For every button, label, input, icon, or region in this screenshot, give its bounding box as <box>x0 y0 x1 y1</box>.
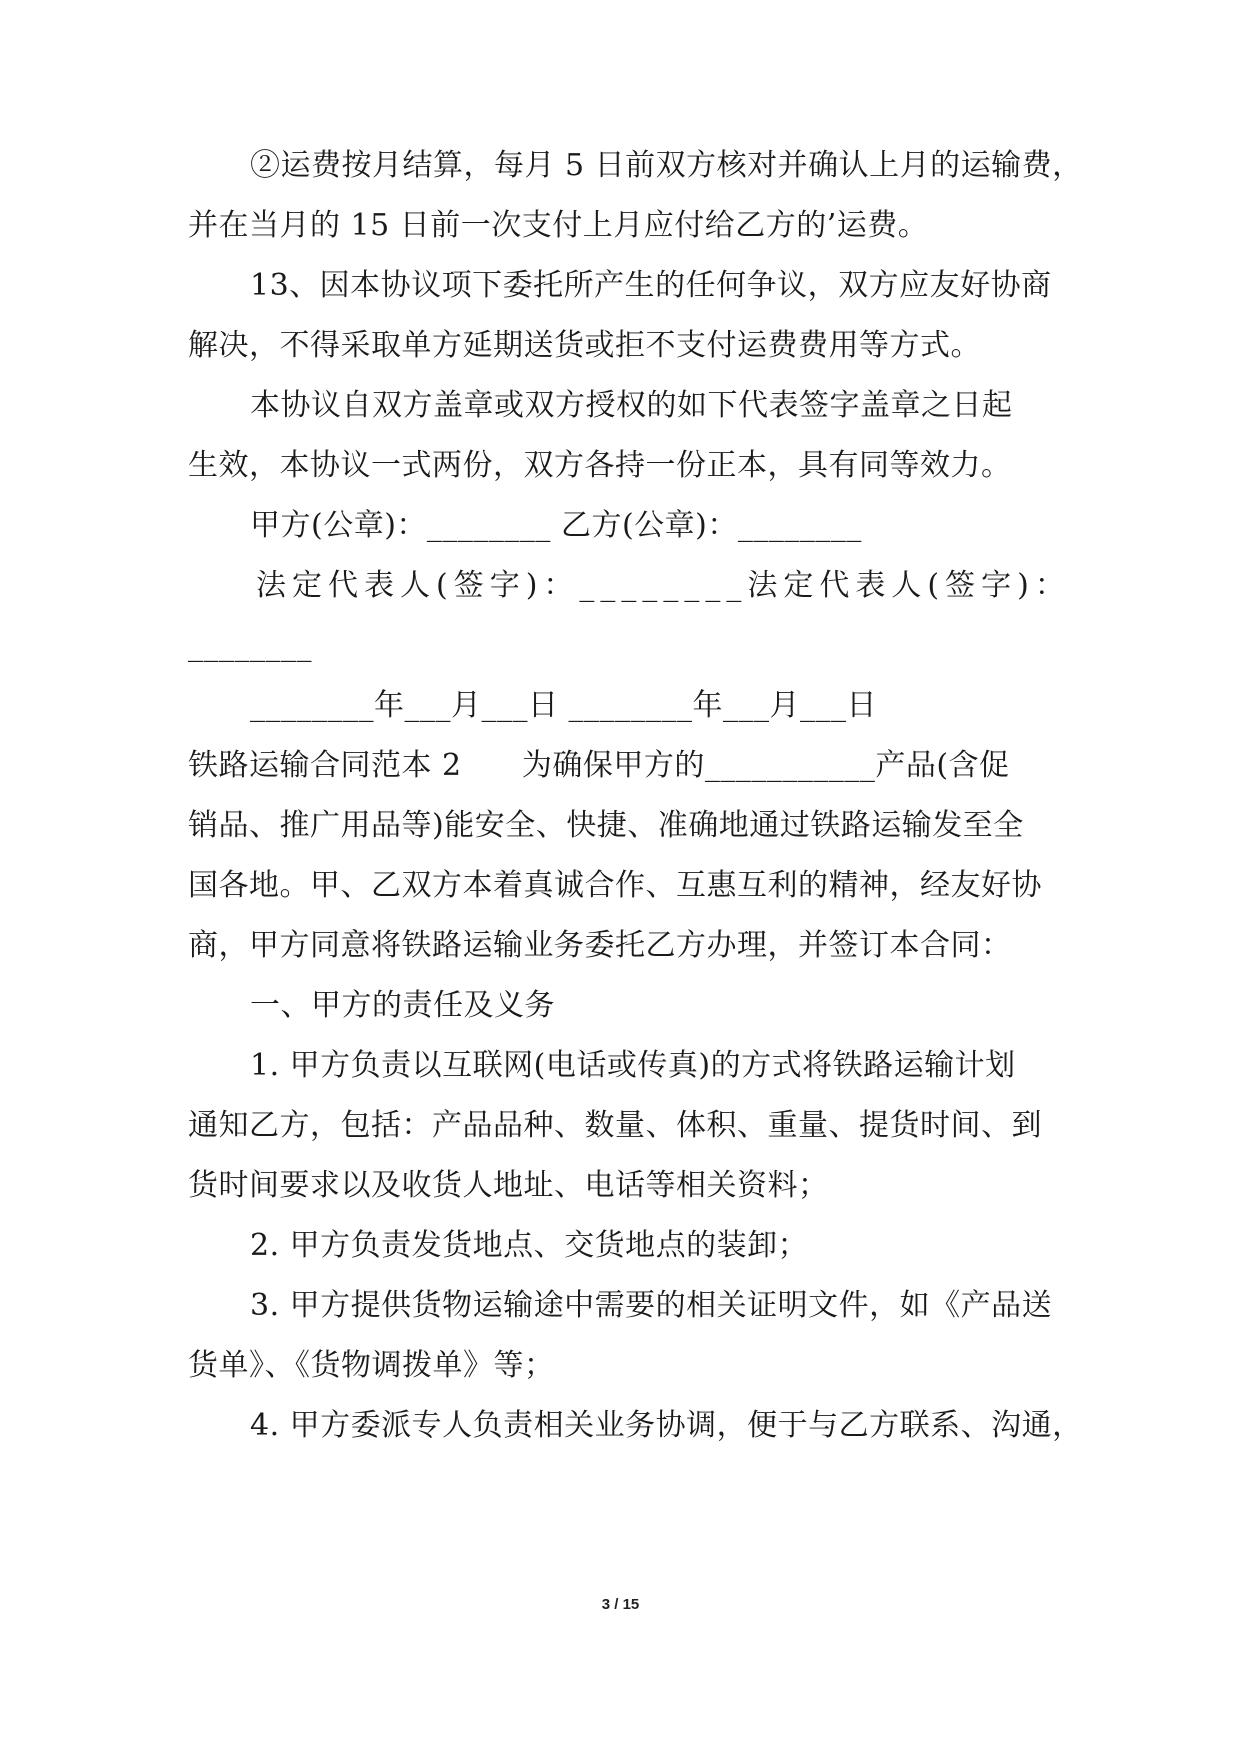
text-line: 通知乙方，包括：产品品种、数量、体积、重量、提货时间、到 <box>188 1108 1042 1143</box>
clause-heading: 一、甲方的责任及义务 <box>250 988 555 1023</box>
text-line: 解决，不得采取单方延期送货或拒不支付运费费用等方式。 <box>188 328 981 363</box>
text-line: 国各地。甲、乙双方本着真诚合作、互惠互利的精神，经友好协 <box>188 868 1042 903</box>
text-line: 并在当月的 15 日前一次支付上月应付给乙方的’运费。 <box>188 208 929 243</box>
signature-blank: ________ <box>188 628 312 663</box>
text-line: 4. 甲方委派专人负责相关业务协调，便于与乙方联系、沟通， <box>250 1408 1083 1443</box>
text-line: 销品、推广用品等)能安全、快捷、准确地通过铁路运输发至全 <box>188 808 1024 843</box>
text-line: 1. 甲方负责以互联网(电话或传真)的方式将铁路运输计划 <box>250 1048 1016 1083</box>
text-line: 2. 甲方负责发货地点、交货地点的装卸； <box>250 1228 809 1263</box>
section-heading-line: 铁路运输合同范本 2 为确保甲方的___________产品(含促 <box>188 748 1010 783</box>
text-line: 13、因本协议项下委托所产生的任何争议，双方应友好协商 <box>250 268 1052 303</box>
text-line: 3. 甲方提供货物运输途中需要的相关证明文件，如《产品送 <box>250 1288 1053 1323</box>
signature-line-seal: 甲方(公章)：________ 乙方(公章)：________ <box>250 508 862 543</box>
text-line: 商，甲方同意将铁路运输业务委托乙方办理，并签订本合同： <box>188 928 1012 963</box>
text-line: 生效，本协议一式两份，双方各持一份正本，具有同等效力。 <box>188 448 1012 483</box>
text-line: 货时间要求以及收货人地址、电话等相关资料； <box>188 1168 829 1203</box>
text-line: 本协议自双方盖章或双方授权的如下代表签字盖章之日起 <box>250 388 1013 423</box>
page-number: 3 / 15 <box>601 1596 640 1613</box>
text-line: 货单》、《货物调拨单》等； <box>188 1348 555 1383</box>
date-line: ________年___月___日 ________年___月___日 <box>250 688 878 723</box>
signature-line-representative: 法定代表人(签字)：________法定代表人(签字)： <box>256 568 1071 603</box>
text-line: ②运费按月结算，每月 5 日前双方核对并确认上月的运输费， <box>250 148 1083 183</box>
